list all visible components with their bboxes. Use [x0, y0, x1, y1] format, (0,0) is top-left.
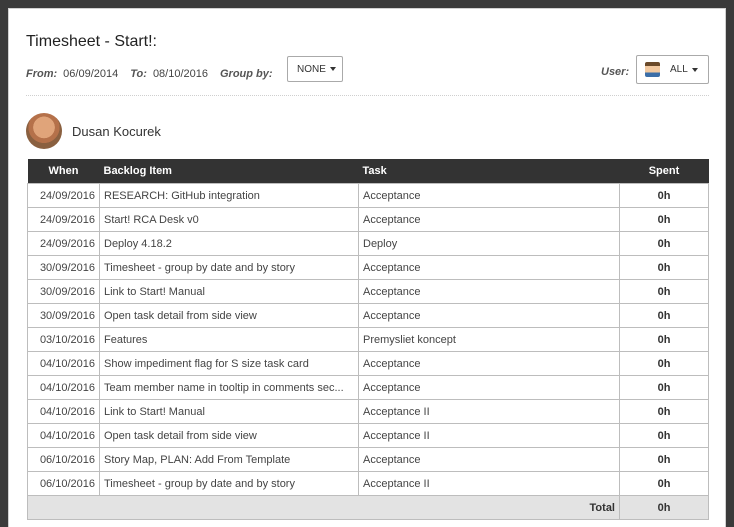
row-when: 04/10/2016 — [28, 400, 100, 424]
row-backlog-item[interactable]: Link to Start! Manual — [100, 400, 359, 424]
row-task: Acceptance II — [359, 424, 620, 448]
table-row — [28, 448, 709, 472]
divider — [26, 95, 709, 96]
row-task: Acceptance — [359, 352, 620, 376]
page-title: Timesheet - Start!: — [26, 33, 157, 50]
row-task: Deploy — [359, 232, 620, 256]
to-date-value[interactable]: 08/10/2016 — [152, 68, 208, 80]
row-when: 04/10/2016 — [28, 376, 100, 400]
row-when: 04/10/2016 — [28, 352, 100, 376]
column-header-spent: Spent — [620, 159, 709, 184]
row-spent: 0h — [620, 184, 709, 208]
row-backlog-item[interactable]: Open task detail from side view — [100, 424, 359, 448]
table-row — [28, 256, 709, 280]
group-by-dropdown[interactable] — [287, 56, 343, 82]
table-row — [28, 184, 709, 208]
row-spent: 0h — [620, 256, 709, 280]
row-when: 30/09/2016 — [28, 304, 100, 328]
row-backlog-item[interactable]: Story Map, PLAN: Add From Template — [100, 448, 359, 472]
row-when: 24/09/2016 — [28, 232, 100, 256]
user-avatar-icon — [645, 62, 660, 77]
row-backlog-item[interactable]: Timesheet - group by date and by story — [100, 256, 359, 280]
table-row — [28, 376, 709, 400]
group-by-value: NONE — [297, 63, 326, 75]
row-when: 03/10/2016 — [28, 328, 100, 352]
table-row — [28, 304, 709, 328]
row-task: Acceptance — [359, 280, 620, 304]
user-value: ALL — [670, 64, 688, 75]
row-backlog-item[interactable]: Open task detail from side view — [100, 304, 359, 328]
table-row — [28, 328, 709, 352]
column-header-backlog-item: Backlog Item — [100, 159, 359, 184]
table-row — [28, 472, 709, 496]
row-task: Acceptance — [359, 304, 620, 328]
row-spent: 0h — [620, 376, 709, 400]
total-label: Total — [28, 496, 620, 520]
table-header-row — [28, 159, 709, 184]
row-spent: 0h — [620, 232, 709, 256]
row-when: 06/10/2016 — [28, 448, 100, 472]
row-task: Premysliet koncept — [359, 328, 620, 352]
row-task: Acceptance — [359, 376, 620, 400]
column-header-task: Task — [359, 159, 620, 184]
from-date-value[interactable]: 06/09/2014 — [63, 68, 119, 80]
row-backlog-item[interactable]: Start! RCA Desk v0 — [100, 208, 359, 232]
row-spent: 0h — [620, 352, 709, 376]
row-backlog-item[interactable]: RESEARCH: GitHub integration — [100, 184, 359, 208]
row-spent: 0h — [620, 472, 709, 496]
row-spent: 0h — [620, 304, 709, 328]
timesheet-table — [27, 159, 709, 520]
row-backlog-item[interactable]: Deploy 4.18.2 — [100, 232, 359, 256]
row-when: 06/10/2016 — [28, 472, 100, 496]
total-value: 0h — [620, 496, 709, 520]
user-label: User: — [601, 66, 630, 78]
timesheet-panel — [8, 8, 726, 527]
row-when: 24/09/2016 — [28, 184, 100, 208]
user-dropdown[interactable] — [636, 55, 709, 84]
row-when: 04/10/2016 — [28, 424, 100, 448]
row-task: Acceptance — [359, 208, 620, 232]
table-row — [28, 232, 709, 256]
to-label: To: — [130, 68, 147, 80]
person-header — [26, 113, 161, 149]
from-label: From: — [26, 68, 58, 80]
row-backlog-item[interactable]: Features — [100, 328, 359, 352]
row-task: Acceptance — [359, 184, 620, 208]
row-spent: 0h — [620, 328, 709, 352]
column-header-when: When — [28, 159, 100, 184]
row-spent: 0h — [620, 424, 709, 448]
row-task: Acceptance II — [359, 472, 620, 496]
row-backlog-item[interactable]: Link to Start! Manual — [100, 280, 359, 304]
person-name: Dusan Kocurek — [72, 123, 161, 139]
row-backlog-item[interactable]: Team member name in tooltip in comments sec... — [100, 376, 359, 400]
row-when: 24/09/2016 — [28, 208, 100, 232]
caret-down-icon — [692, 68, 698, 72]
row-task: Acceptance II — [359, 400, 620, 424]
row-spent: 0h — [620, 208, 709, 232]
table-row — [28, 208, 709, 232]
avatar — [26, 113, 62, 149]
row-backlog-item[interactable]: Timesheet - group by date and by story — [100, 472, 359, 496]
row-when: 30/09/2016 — [28, 280, 100, 304]
table-row — [28, 424, 709, 448]
table-total-row — [28, 496, 709, 520]
row-spent: 0h — [620, 400, 709, 424]
filter-bar — [26, 66, 279, 82]
row-backlog-item[interactable]: Show impediment flag for S size task card — [100, 352, 359, 376]
table-row — [28, 280, 709, 304]
table-row — [28, 352, 709, 376]
row-spent: 0h — [620, 448, 709, 472]
row-when: 30/09/2016 — [28, 256, 100, 280]
table-row — [28, 400, 709, 424]
group-by-label: Group by: — [220, 68, 273, 80]
row-task: Acceptance — [359, 448, 620, 472]
caret-down-icon — [330, 67, 336, 71]
row-spent: 0h — [620, 280, 709, 304]
row-task: Acceptance — [359, 256, 620, 280]
